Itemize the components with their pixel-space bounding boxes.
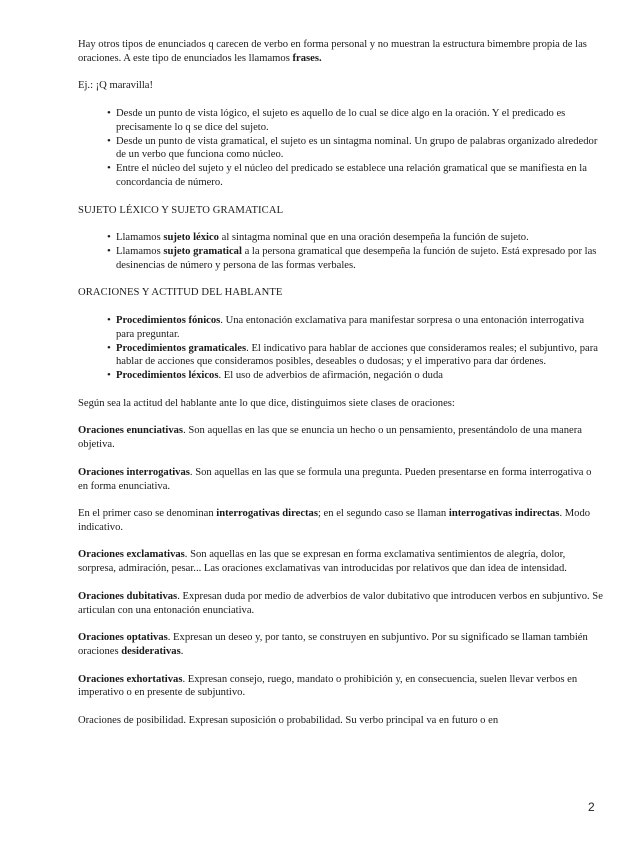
text-post: . Modo indicativo. (78, 508, 591, 533)
text-mid: ; en el segundo caso se llaman (317, 508, 449, 520)
item-bold-term: Procedimientos léxicos (116, 370, 219, 382)
list-item: • Desde un punto de vista gramatical, el sujeto es un sintagma nominal. Un grupo de palabras organizado alrededor de un verbo que funciona como núcleo. (116, 135, 604, 163)
list-item: • Entre el núcleo del sujeto y el núcleo del predicado se establece una relación gramatical que se manifiesta en la concordancia de número. (116, 162, 604, 190)
item-text: . El indicativo para hablar de acciones que consideramos reales; el subjuntivo, para hablar de acciones que consideramos posibles, deseables o dudosas; y el imperativo para dar órdenes. (116, 342, 598, 368)
sujeto-predicado-list (78, 107, 604, 190)
text-interrogativas: . Son aquellas en las que se formula una pregunta. Pueden presentarse en forma interrogativa o en forma enunciativa. (78, 466, 592, 492)
item-bold-term: Procedimientos gramaticales (116, 342, 247, 354)
text-optativas: . Expresan un deseo y, por tanto, se construyen en subjuntivo. Por su significado se llaman también oraciones (78, 632, 588, 658)
item-text: . Una entonación exclamativa para manifestar sorpresa o una entonación interrogativa para preguntar. (116, 314, 585, 340)
intro-bold-term: frases. (292, 52, 322, 64)
item-bold-term: sujeto gramatical (163, 245, 242, 257)
text-exclamativas: . Son aquellas en las que se expresan en forma exclamativa sentimientos de alegría, dolor, sorpresa, admiración, pesar... Las oraciones exclamativas van introducidas por relativos que dan idea de intensidad. (78, 549, 567, 575)
item-pre: Llamamos (116, 232, 164, 244)
intro-paragraph (78, 38, 604, 66)
text-dubitativas: . Expresan duda por medio de adverbios de valor dubitativo que introducen verbos en subjuntivo. Se articulan con una entonación enunciativa. (78, 590, 603, 616)
list-item (116, 342, 604, 370)
term-exclamativas: Oraciones exclamativas (78, 549, 185, 561)
list-item (116, 231, 604, 245)
paragraph-exclamativas (78, 548, 604, 576)
term-exhortativas: Oraciones exhortativas (78, 673, 183, 685)
paragraph-dubitativas (78, 590, 604, 618)
item-pre: Llamamos (116, 245, 164, 257)
text-pre: En el primer caso se denominan (78, 508, 217, 520)
paragraph-posibilidad: Oraciones de posibilidad. Expresan suposición o probabilidad. Su verbo principal va en futuro o en (78, 715, 499, 727)
item-bold-term: sujeto léxico (163, 232, 219, 244)
text-exhortativas: . Expresan consejo, ruego, mandato o prohibición y, en consecuencia, suelen llevar verbos en imperativo o en presente de subjuntivo. (78, 673, 578, 699)
item-text: . El uso de adverbios de afirmación, negación o duda (218, 370, 443, 382)
list-item (116, 314, 604, 342)
text-enunciativas: . Son aquellas en las que se enuncia un hecho o un pensamiento, presentándolo de una manera objetiva. (78, 425, 582, 451)
section-heading-actitud: ORACIONES Y ACTITUD DEL HABLANTE (78, 287, 283, 299)
page-body (78, 38, 604, 742)
item-text: al sintagma nominal que en una oración desempeña la función de sujeto. (218, 232, 529, 244)
term-directas: interrogativas directas (216, 508, 318, 520)
paragraph-interrogativas (78, 466, 604, 494)
paragraph-interrogativas-tipos (78, 507, 604, 535)
list-item: • Desde un punto de vista lógico, el sujeto es aquello de lo cual se dice algo en la oración. Y el predicado es precisamente lo q se dice del sujeto. (116, 107, 604, 135)
term-optativas: Oraciones optativas (78, 632, 168, 644)
term-indirectas: interrogativas indirectas (448, 508, 560, 520)
item-bold-term: Procedimientos fónicos (116, 314, 221, 326)
term-desiderativas: desiderativas (121, 646, 181, 658)
clases-intro: Según sea la actitud del hablante ante lo que dice, distinguimos siete clases de oraciones: (78, 397, 455, 409)
section-heading-sujeto: SUJETO LÉXICO Y SUJETO GRAMATICAL (78, 204, 284, 216)
paragraph-exhortativas (78, 673, 604, 701)
item-text: a la persona gramatical que desempeña la función de sujeto. Está expresado por las desinencias de número y persona de las formas verbales. (116, 245, 597, 271)
text-end: . (180, 646, 184, 658)
list-item (116, 245, 604, 273)
page-number: 2 (588, 800, 595, 814)
procedimientos-list (78, 314, 604, 383)
intro-text: Hay otros tipos de enunciados q carecen de verbo en forma personal y no muestran la estructura bimembre propia de las oraciones. A este tipo de enunciados les llamamos (78, 39, 587, 64)
list-item (116, 369, 604, 383)
sujeto-lexico-list (78, 231, 604, 272)
paragraph-optativas (78, 631, 604, 659)
paragraph-enunciativas (78, 424, 604, 452)
term-dubitativas: Oraciones dubitativas (78, 590, 178, 602)
term-enunciativas: Oraciones enunciativas (78, 425, 184, 437)
example-paragraph: Ej.: ¡Q maravilla! (78, 80, 154, 92)
term-interrogativas: Oraciones interrogativas (78, 466, 190, 478)
